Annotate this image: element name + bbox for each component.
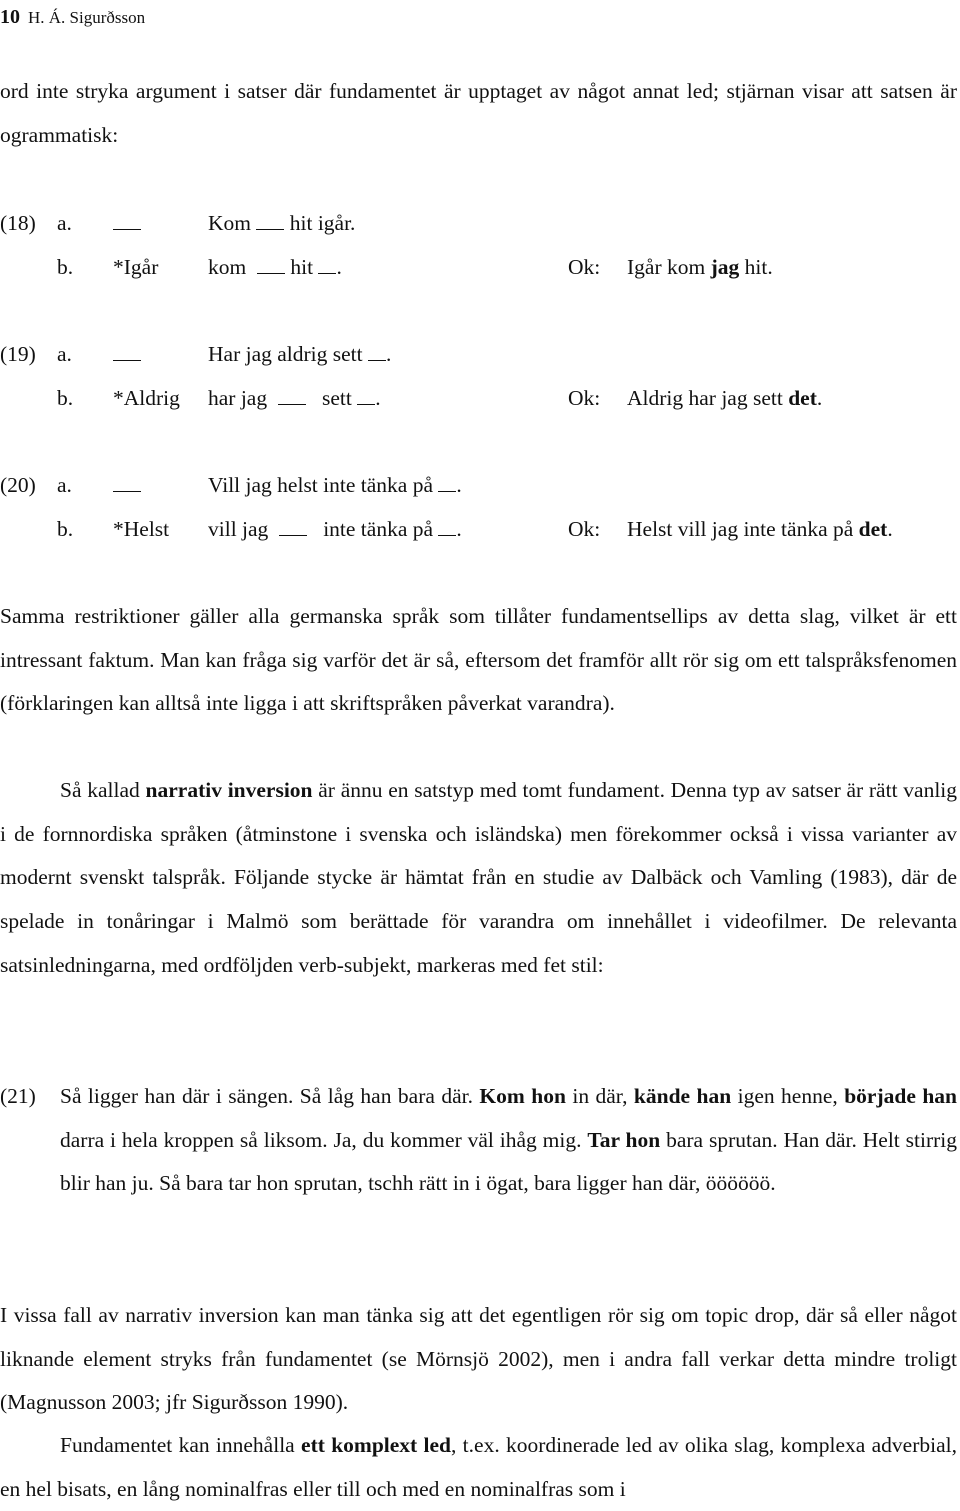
example-number: (21) [0,1084,36,1108]
example-sentence: vill jag inte tänka på . [208,517,462,541]
example-sentence: Vill jag helst inte tänka på . [208,473,462,497]
example-20a [0,463,957,507]
ok-label: Ok: [568,386,601,410]
gap [113,332,141,376]
starred-word: *Igår [113,255,159,279]
paragraph-complex-constituent: Fundamentet kan innehålla ett komplext led, t.ex. koordinerade led av olika slag, komplexa adverbial, en hel bisats, en lång nominalfras eller till och med en nominalfras som i [0,1433,957,1501]
page-number: 10 [0,6,20,28]
ok-label: Ok: [568,255,601,279]
example-20b [0,507,957,551]
example-18a [0,201,957,245]
example-text: Så ligger han där i sängen. Så låg han bara där. Kom hon in där, kände han igen henne, började han darra i hela kroppen så liksom. Ja, du kommer väl ihåg mig. Tar hon bara sprutan. Han där. Helt stirrig blir han ju. Så bara tar hon sprutan, tschh rätt in i ögat, bara ligger han där, öööööö. [60,1084,958,1196]
ok-sentence: Helst vill jag inte tänka på det. [627,517,893,541]
example-letter: a. [57,473,72,497]
example-sentence: Kom hit igår. [208,211,356,235]
gap [113,463,141,507]
paragraph-restrictions: Samma restriktioner gäller alla germanska språk som tillåter fundamentsellips av detta slag, vilket är ett intressant faktum. Man kan fråga sig varför det är så, eftersom det framför allt rör sig om ett talspråksfenomen (förklaringen kan alltså inte ligga i att skriftspråken påverkat varandra). [0,604,957,716]
starred-word: *Aldrig [113,386,180,410]
ok-sentence: Igår kom jag hit. [627,255,773,279]
example-letter: a. [57,211,72,235]
example-number: (20) [0,473,36,497]
example-19a [0,332,957,376]
starred-word: *Helst [113,517,170,541]
gap [113,201,141,245]
example-sentence: Har jag aldrig sett . [208,342,392,366]
running-head: H. Á. Sigurðsson [28,8,146,27]
example-sentence: kom hit . [208,255,342,279]
example-letter: b. [57,255,74,279]
page-header [0,4,145,29]
term-komplext-led: ett komplext led [301,1433,451,1457]
ok-label: Ok: [568,517,601,541]
example-letter: a. [57,342,72,366]
example-19b [0,376,957,420]
example-number: (18) [0,211,36,235]
example-letter: b. [57,517,74,541]
term-narrativ-inversion: narrativ inversion [145,778,313,802]
ok-sentence: Aldrig har jag sett det. [627,386,823,410]
example-letter: b. [57,386,74,410]
example-18b [0,245,957,289]
paragraph-topic-drop: I vissa fall av narrativ inversion kan man tänka sig att det egentligen rör sig om topic drop, där så eller något liknande element stryks från fundamentet (se Mörnsjö 2002), men i andra fall verkar detta mindre troligt (Magnusson 2003; jfr Sigurðsson 1990). [0,1303,957,1415]
intro-paragraph: ord inte stryka argument i satser där fundamentet är upptaget av något annat led; stjärnan visar att satsen är ogrammatisk: [0,79,957,147]
example-sentence: har jag sett . [208,386,381,410]
example-21 [0,1075,957,1206]
example-number: (19) [0,342,36,366]
paragraph-narrative-inversion: Så kallad narrativ inversion är ännu en satstyp med tomt fundament. Denna typ av satser är rätt vanlig i de fornnordiska språken (åtminstone i svenska och isländska) men förekommer också i vissa varianter av modernt svenskt talspråk. Följande stycke är hämtat från en studie av Dalbäck och Vamling (1983), där de spelade in tonåringar i Malmö som berättade för varandra om innehållet i videofilmer. De relevanta satsinledningarna, med ordföljden verb-subjekt, markeras med fet stil: [0,778,958,977]
